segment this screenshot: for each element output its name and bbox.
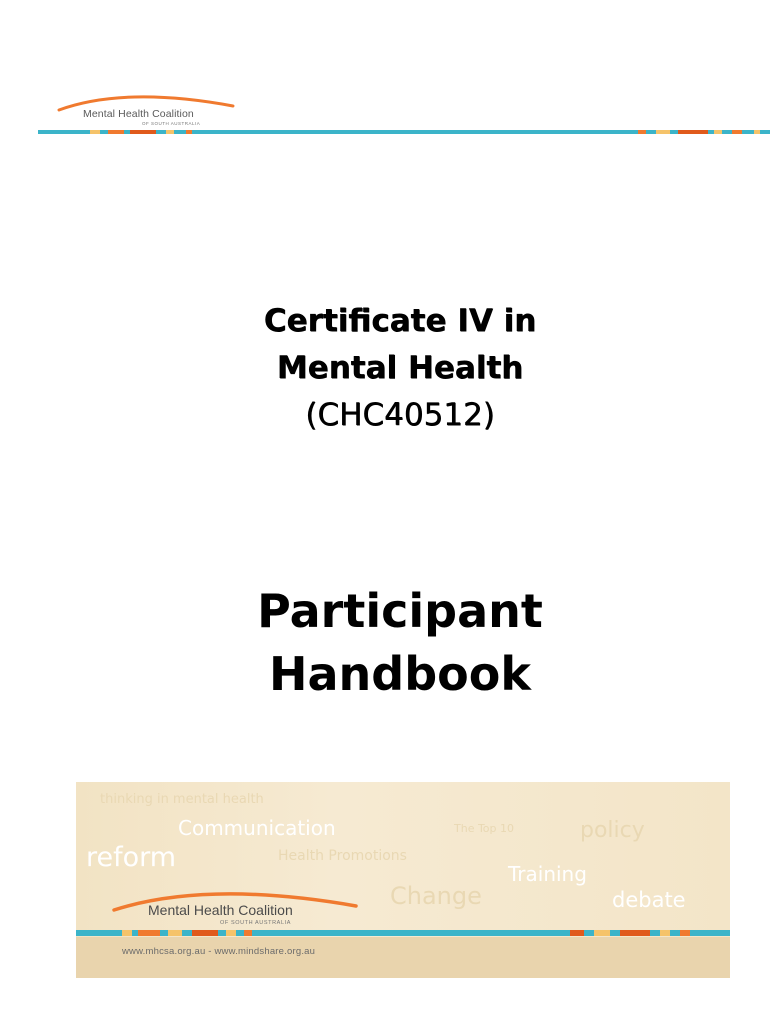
banner-word-reform: reform	[86, 842, 177, 873]
banner-logo	[108, 888, 368, 932]
banner-stripe	[76, 930, 730, 936]
banner-word-policy: policy	[580, 818, 645, 843]
banner-word-communication: Communication	[178, 816, 336, 840]
handbook-title-line2: Handbook	[269, 647, 531, 701]
banner-word-training: Training	[508, 862, 587, 886]
certificate-title	[0, 298, 770, 439]
banner-word-debate: debate	[612, 888, 686, 912]
banner-urls: www.mhcsa.org.au - www.mindshare.org.au	[122, 946, 316, 957]
banner-word-thinking: thinking in mental health	[100, 792, 264, 807]
handbook-title	[0, 580, 770, 706]
banner-logo-sub: OF SOUTH AUSTRALIA	[220, 920, 292, 926]
banner-word-health-promotions: Health Promotions	[278, 848, 407, 864]
certificate-title-line2: Mental Health	[276, 350, 524, 386]
banner-footer-band	[76, 937, 730, 978]
handbook-title-line1: Participant	[257, 584, 543, 638]
certificate-title-line1: Certificate IV in	[263, 303, 537, 339]
header-logo-sub: OF SOUTH AUSTRALIA	[142, 121, 201, 126]
header-logo	[55, 92, 245, 130]
banner-word-change: Change	[390, 882, 482, 910]
banner-logo-name: Mental Health Coalition	[148, 902, 293, 918]
banner-word-top10: The Top 10	[454, 822, 515, 835]
header-logo-name: Mental Health Coalition	[83, 108, 194, 120]
certificate-code: (CHC40512)	[305, 397, 495, 433]
header-stripe	[38, 130, 770, 134]
footer-banner	[76, 782, 730, 978]
